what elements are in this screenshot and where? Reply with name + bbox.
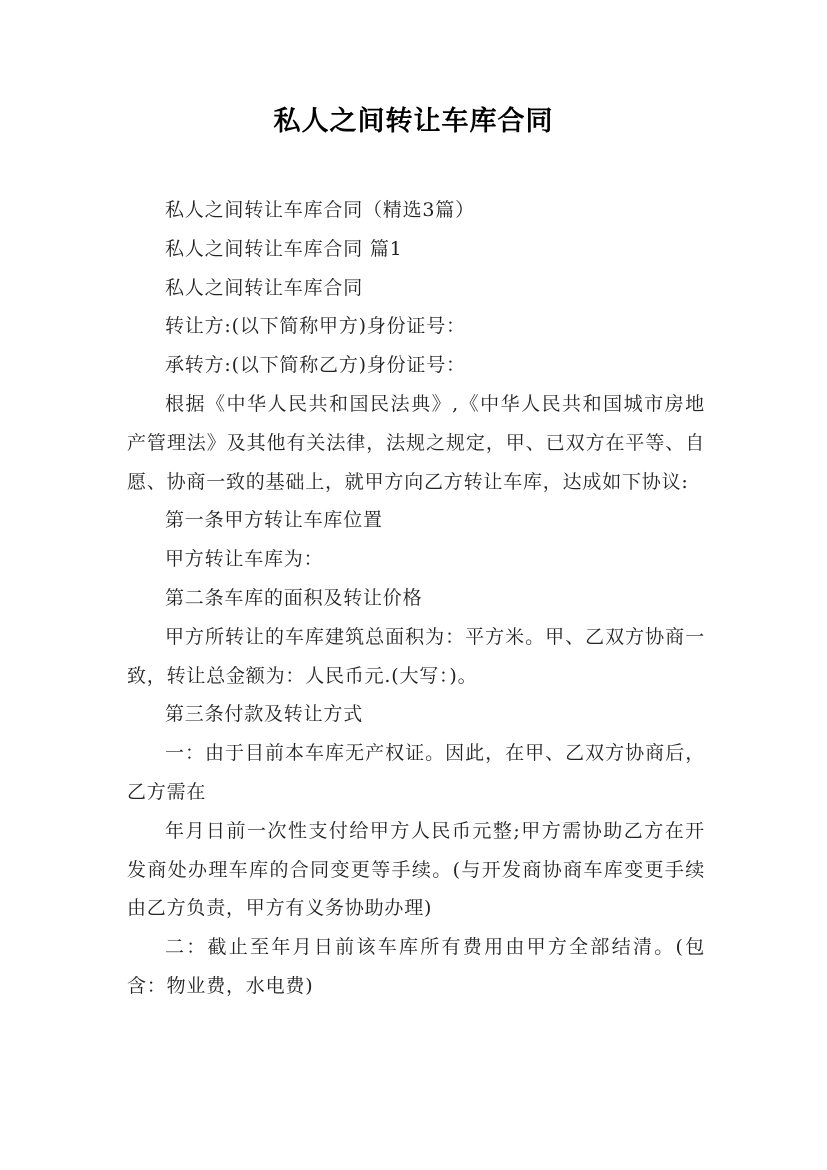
- paragraph-garage-location: 甲方转让车库为：: [165, 548, 324, 571]
- paragraph-payment-date: 年月日前一次性支付给甲方人民币元整;甲方需协助乙方在开发商处办理车库的合同变更等手续。(与开发商协商车库变更手续由乙方负责，甲方有义务协助办理): [127, 819, 705, 920]
- paragraph-article-2: 第二条车库的面积及转让价格: [165, 586, 423, 609]
- paragraph-clause-2: 二：截止至年月日前该车库所有费用由甲方全部结清。(包含：物业费，水电费): [127, 936, 705, 997]
- paragraph-clause-1: 一：由于目前本车库无产权证。因此，在甲、乙双方协商后，乙方需在: [127, 742, 705, 803]
- paragraph-area-price: 甲方所转让的车库建筑总面积为：平方米。甲、乙双方协商一致，转让总金额为：人民币元.(大写：)。: [127, 625, 705, 687]
- document-title: 私人之间转让车库合同: [273, 106, 554, 137]
- paragraph-transferee: 承转方:(以下简称乙方)身份证号：: [165, 354, 466, 377]
- paragraph-contract-name: 私人之间转让车库合同: [165, 276, 364, 299]
- paragraph-transferor: 转让方:(以下简称甲方)身份证号：: [165, 315, 466, 338]
- paragraph-section-heading: 私人之间转让车库合同 篇1: [165, 237, 403, 260]
- document-body: [127, 191, 705, 1006]
- paragraph-preamble: 根据《中华人民共和国民法典》,《中华人民共和国城市房地产管理法》及其他有关法律，法规之规定，甲、已双方在平等、自愿、协商一致的基础上，就甲方向乙方转让车库，达成如下协议:: [127, 392, 705, 493]
- paragraph-article-1: 第一条甲方转让车库位置: [165, 509, 383, 532]
- paragraph-article-3: 第三条付款及转让方式: [165, 703, 364, 726]
- paragraph-subtitle: 私人之间转让车库合同（精选3篇）: [165, 199, 475, 221]
